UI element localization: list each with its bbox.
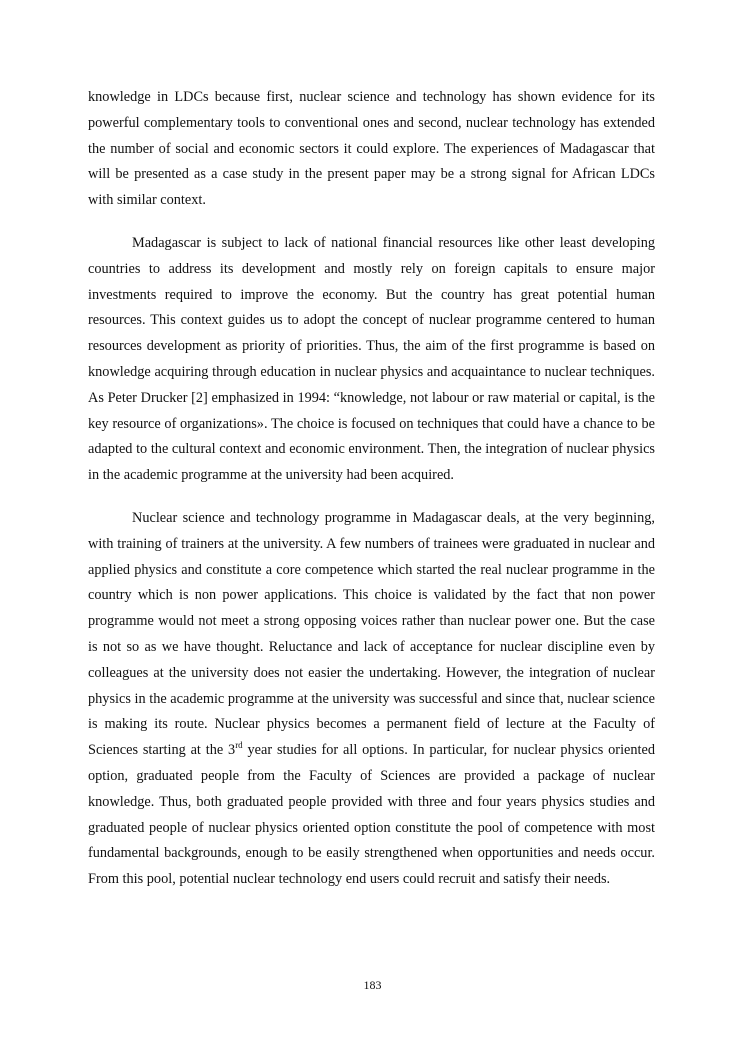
paragraph-continuation: knowledge in LDCs because first, nuclear science and technology has shown evidence for its powerful complementary tools to conventional ones and second, nuclear technology has extended the number of social and economic sectors it could explore. The experiences of Madagascar that will be presented as a case study in the present paper may be a strong signal for African LDCs with similar context. (88, 89, 655, 209)
page-body (88, 85, 655, 893)
ordinal-superscript: rd (235, 740, 243, 751)
paragraph-text-after-superscript: year studies for all options. In particular, for nuclear physics oriented option, graduated people from the Faculty of Sciences are provided a package of nuclear knowledge. Thus, both graduated people provided with three and four years physics studies and graduated people of nuclear physics oriented option constitute the pool of competence with most fundamental backgrounds, enough to be easily strengthened when opportunities and needs occur. From this pool, potential nuclear technology end users could recruit and satisfy their needs. (88, 742, 655, 888)
paragraph-madagascar-resources: Madagascar is subject to lack of national financial resources like other least developing countries to address its development and mostly rely on foreign capitals to ensure major investments required to improve the economy. But the country has great potential human resources. This context guides us to adopt the concept of nuclear programme centered to human resources development as priority of priorities. Thus, the aim of the first programme is based on knowledge acquiring through education in nuclear physics and acquaintance to nuclear techniques. As Peter Drucker [2] emphasized in 1994: “knowledge, not labour or raw material or capital, is the key resource of organizations». The choice is focused on techniques that could have a chance to be adapted to the cultural context and economic environment. Then, the integration of nuclear physics in the academic programme at the university had been acquired. (88, 234, 655, 484)
paragraph-nuclear-programme (88, 506, 655, 893)
page-number: 183 (363, 978, 382, 992)
paragraph-text-before-superscript: Nuclear science and technology programme in Madagascar deals, at the very beginning, with training of trainers at the university. A few numbers of trainees were graduated in nuclear and applied physics and constitute a core competence which started the real nuclear programme in the country which is non power applications. This choice is validated by the fact that non power programme would not meet a strong opposing voices rather than nuclear power one. But the case is not so as we have thought. Reluctance and lack of acceptance for nuclear discipline even by colleagues at the university does not easier the undertaking. However, the integration of nuclear physics in the academic programme at the university was successful and since that, nuclear science is making its route. Nuclear physics becomes a permanent field of lecture at the Faculty of Sciences starting at the 3 (88, 509, 655, 759)
